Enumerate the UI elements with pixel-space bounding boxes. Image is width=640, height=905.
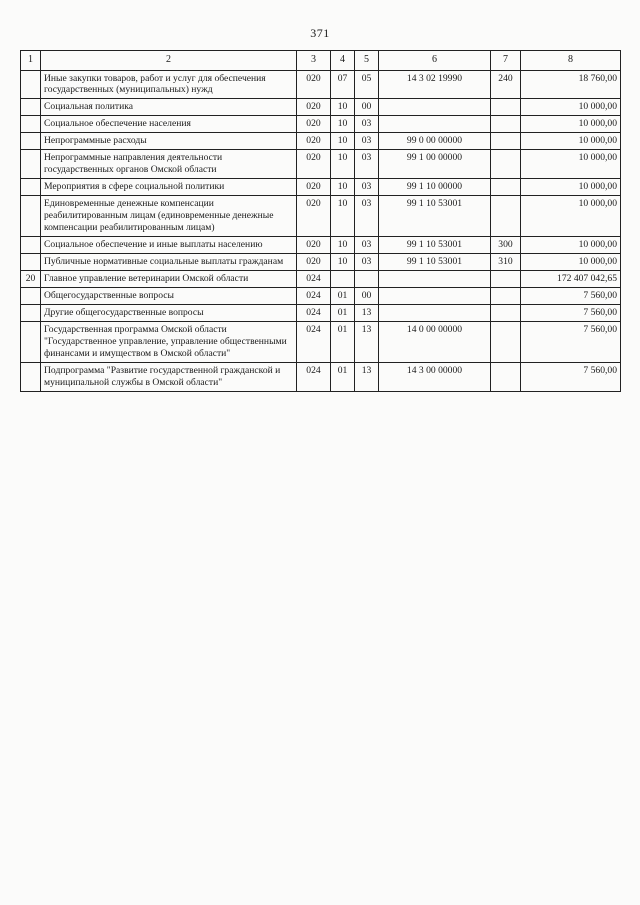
table-row xyxy=(21,99,621,116)
target-article-code-cell xyxy=(379,99,491,116)
page-number: 371 xyxy=(310,26,330,40)
department-code-cell: 020 xyxy=(297,99,331,116)
expense-type-code-cell xyxy=(491,150,521,179)
amount-cell: 10 000,00 xyxy=(521,237,621,254)
department-code-cell: 020 xyxy=(297,150,331,179)
expense-type-code-cell xyxy=(491,363,521,392)
item-name-cell: Подпрограмма "Развитие государственной гражданской и муниципальной службы в Омской области" xyxy=(41,363,297,392)
expense-type-code-cell xyxy=(491,179,521,196)
expense-type-code-cell xyxy=(491,288,521,305)
section-code-cell: 10 xyxy=(331,133,355,150)
target-article-code-cell xyxy=(379,288,491,305)
section-code-cell xyxy=(331,271,355,288)
column-header-5: 5 xyxy=(355,51,379,71)
row-number-cell xyxy=(21,305,41,322)
row-number-cell xyxy=(21,116,41,133)
section-code-cell: 10 xyxy=(331,254,355,271)
section-code-cell: 01 xyxy=(331,288,355,305)
table-row xyxy=(21,179,621,196)
subsection-code-cell: 03 xyxy=(355,150,379,179)
item-name-cell: Социальная политика xyxy=(41,99,297,116)
department-code-cell: 020 xyxy=(297,133,331,150)
expense-type-code-cell: 310 xyxy=(491,254,521,271)
expense-type-code-cell xyxy=(491,271,521,288)
row-number-cell xyxy=(21,288,41,305)
target-article-code-cell xyxy=(379,271,491,288)
department-code-cell: 020 xyxy=(297,70,331,99)
target-article-code-cell: 14 0 00 00000 xyxy=(379,322,491,363)
amount-cell: 10 000,00 xyxy=(521,254,621,271)
subsection-code-cell: 05 xyxy=(355,70,379,99)
column-header-6: 6 xyxy=(379,51,491,71)
item-name-cell: Иные закупки товаров, работ и услуг для обеспечения государственных (муниципальных) нужд xyxy=(41,70,297,99)
expense-type-code-cell xyxy=(491,322,521,363)
amount-cell: 10 000,00 xyxy=(521,150,621,179)
department-code-cell: 020 xyxy=(297,237,331,254)
table-row xyxy=(21,133,621,150)
section-code-cell: 10 xyxy=(331,116,355,133)
table-row xyxy=(21,363,621,392)
row-number-cell xyxy=(21,254,41,271)
table-row xyxy=(21,288,621,305)
item-name-cell: Социальное обеспечение и иные выплаты населению xyxy=(41,237,297,254)
amount-cell: 18 760,00 xyxy=(521,70,621,99)
item-name-cell: Другие общегосударственные вопросы xyxy=(41,305,297,322)
subsection-code-cell: 13 xyxy=(355,305,379,322)
department-code-cell: 020 xyxy=(297,179,331,196)
target-article-code-cell: 14 3 02 19990 xyxy=(379,70,491,99)
section-code-cell: 10 xyxy=(331,179,355,196)
amount-cell: 7 560,00 xyxy=(521,288,621,305)
row-number-cell xyxy=(21,322,41,363)
row-number-cell xyxy=(21,179,41,196)
row-number-cell xyxy=(21,70,41,99)
department-code-cell: 020 xyxy=(297,116,331,133)
subsection-code-cell: 13 xyxy=(355,363,379,392)
section-code-cell: 10 xyxy=(331,196,355,237)
amount-cell: 10 000,00 xyxy=(521,179,621,196)
column-header-4: 4 xyxy=(331,51,355,71)
item-name-cell: Общегосударственные вопросы xyxy=(41,288,297,305)
table-row xyxy=(21,70,621,99)
item-name-cell: Непрограммные направления деятельности государственных органов Омской области xyxy=(41,150,297,179)
table-row xyxy=(21,116,621,133)
row-number-cell xyxy=(21,196,41,237)
amount-cell: 7 560,00 xyxy=(521,322,621,363)
table-row xyxy=(21,150,621,179)
amount-cell: 10 000,00 xyxy=(521,99,621,116)
department-code-cell: 024 xyxy=(297,363,331,392)
target-article-code-cell: 99 0 00 00000 xyxy=(379,133,491,150)
row-number-cell xyxy=(21,133,41,150)
item-name-cell: Социальное обеспечение населения xyxy=(41,116,297,133)
subsection-code-cell xyxy=(355,271,379,288)
expense-type-code-cell xyxy=(491,116,521,133)
department-code-cell: 020 xyxy=(297,254,331,271)
department-code-cell: 024 xyxy=(297,305,331,322)
column-header-3: 3 xyxy=(297,51,331,71)
item-name-cell: Государственная программа Омской области "Государственное управление, управление общественными финансами и имуществом в Омской области" xyxy=(41,322,297,363)
amount-cell: 10 000,00 xyxy=(521,116,621,133)
item-name-cell: Публичные нормативные социальные выплаты гражданам xyxy=(41,254,297,271)
section-code-cell: 01 xyxy=(331,305,355,322)
target-article-code-cell: 99 1 10 53001 xyxy=(379,237,491,254)
expense-type-code-cell xyxy=(491,133,521,150)
subsection-code-cell: 03 xyxy=(355,179,379,196)
table-row xyxy=(21,271,621,288)
section-code-cell: 10 xyxy=(331,237,355,254)
expense-type-code-cell xyxy=(491,99,521,116)
table-row xyxy=(21,322,621,363)
subsection-code-cell: 13 xyxy=(355,322,379,363)
expense-type-code-cell: 240 xyxy=(491,70,521,99)
table-body xyxy=(21,70,621,392)
department-code-cell: 024 xyxy=(297,288,331,305)
amount-cell: 7 560,00 xyxy=(521,305,621,322)
budget-table xyxy=(20,50,621,392)
amount-cell: 10 000,00 xyxy=(521,133,621,150)
amount-cell: 7 560,00 xyxy=(521,363,621,392)
target-article-code-cell xyxy=(379,116,491,133)
column-header-1: 1 xyxy=(21,51,41,71)
department-code-cell: 024 xyxy=(297,271,331,288)
expense-type-code-cell: 300 xyxy=(491,237,521,254)
amount-cell: 172 407 042,65 xyxy=(521,271,621,288)
section-code-cell: 01 xyxy=(331,363,355,392)
column-header-2: 2 xyxy=(41,51,297,71)
expense-type-code-cell xyxy=(491,196,521,237)
row-number-cell xyxy=(21,237,41,254)
item-name-cell: Единовременные денежные компенсации реабилитированным лицам (единовременные денежные компенсации реабилитированным лицам) xyxy=(41,196,297,237)
item-name-cell: Мероприятия в сфере социальной политики xyxy=(41,179,297,196)
subsection-code-cell: 03 xyxy=(355,237,379,254)
subsection-code-cell: 03 xyxy=(355,133,379,150)
department-code-cell: 020 xyxy=(297,196,331,237)
subsection-code-cell: 03 xyxy=(355,254,379,271)
table-header-row xyxy=(21,51,621,71)
table-row xyxy=(21,305,621,322)
department-code-cell: 024 xyxy=(297,322,331,363)
row-number-cell xyxy=(21,99,41,116)
table-row xyxy=(21,196,621,237)
section-code-cell: 01 xyxy=(331,322,355,363)
subsection-code-cell: 03 xyxy=(355,196,379,237)
table-row xyxy=(21,237,621,254)
item-name-cell: Главное управление ветеринарии Омской области xyxy=(41,271,297,288)
amount-cell: 10 000,00 xyxy=(521,196,621,237)
subsection-code-cell: 00 xyxy=(355,99,379,116)
row-number-cell: 20 xyxy=(21,271,41,288)
target-article-code-cell: 99 1 10 53001 xyxy=(379,254,491,271)
expense-type-code-cell xyxy=(491,305,521,322)
target-article-code-cell: 99 1 10 00000 xyxy=(379,179,491,196)
column-header-8: 8 xyxy=(521,51,621,71)
section-code-cell: 07 xyxy=(331,70,355,99)
target-article-code-cell xyxy=(379,305,491,322)
target-article-code-cell: 99 1 00 00000 xyxy=(379,150,491,179)
item-name-cell: Непрограммные расходы xyxy=(41,133,297,150)
subsection-code-cell: 03 xyxy=(355,116,379,133)
section-code-cell: 10 xyxy=(331,150,355,179)
row-number-cell xyxy=(21,363,41,392)
table-row xyxy=(21,254,621,271)
target-article-code-cell: 99 1 10 53001 xyxy=(379,196,491,237)
section-code-cell: 10 xyxy=(331,99,355,116)
subsection-code-cell: 00 xyxy=(355,288,379,305)
row-number-cell xyxy=(21,150,41,179)
column-header-7: 7 xyxy=(491,51,521,71)
target-article-code-cell: 14 3 00 00000 xyxy=(379,363,491,392)
